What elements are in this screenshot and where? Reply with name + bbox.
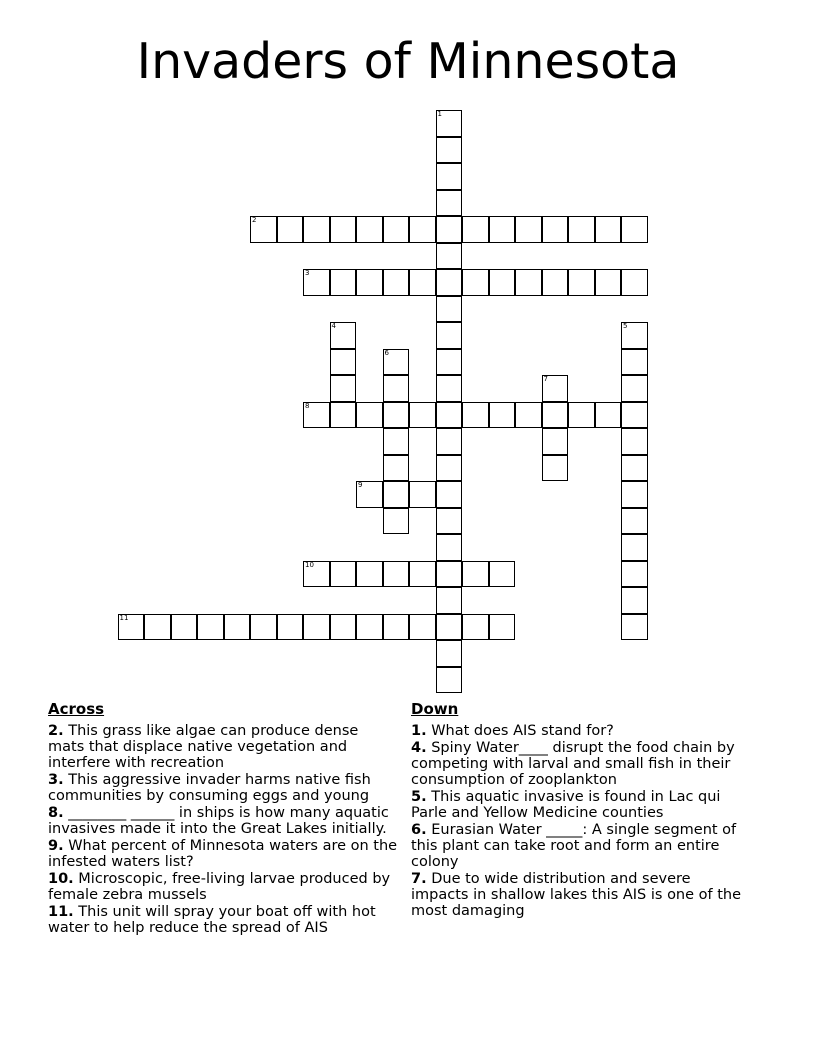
grid-cell[interactable] xyxy=(436,561,463,588)
grid-cell[interactable] xyxy=(356,402,383,429)
clue-number: 4. xyxy=(411,740,427,756)
grid-cell[interactable] xyxy=(436,481,463,508)
grid-cell[interactable] xyxy=(595,269,622,296)
grid-cell[interactable] xyxy=(436,375,463,402)
clue-number: 6. xyxy=(411,822,427,838)
grid-cell[interactable] xyxy=(621,508,648,535)
grid-cell[interactable] xyxy=(224,614,251,641)
down-clue-6 xyxy=(411,822,751,870)
across-clue-9 xyxy=(48,838,398,870)
grid-cell[interactable] xyxy=(489,561,516,588)
grid-cell[interactable] xyxy=(383,614,410,641)
grid-cell[interactable] xyxy=(542,455,569,482)
grid-cell[interactable] xyxy=(409,216,436,243)
grid-cell[interactable] xyxy=(621,561,648,588)
grid-cell[interactable] xyxy=(568,216,595,243)
grid-cell[interactable] xyxy=(436,428,463,455)
grid-cell[interactable] xyxy=(515,216,542,243)
grid-cell[interactable] xyxy=(303,614,330,641)
grid-cell[interactable] xyxy=(568,402,595,429)
grid-cell[interactable] xyxy=(250,614,277,641)
grid-cell[interactable] xyxy=(436,216,463,243)
grid-cell[interactable] xyxy=(409,481,436,508)
clue-start-number: 10 xyxy=(305,560,314,569)
grid-cell[interactable] xyxy=(462,216,489,243)
grid-cell[interactable] xyxy=(542,216,569,243)
grid-cell[interactable] xyxy=(277,216,304,243)
grid-cell[interactable] xyxy=(462,614,489,641)
clue-text: Microscopic, free-living larvae produced by female zebra mussels xyxy=(48,871,391,903)
across-clue-2 xyxy=(48,723,398,771)
grid-cell[interactable] xyxy=(436,190,463,217)
grid-cell[interactable] xyxy=(330,375,357,402)
grid-cell[interactable] xyxy=(436,137,463,164)
clue-text: What does AIS stand for? xyxy=(431,723,614,739)
clue-number: 8. xyxy=(48,805,64,821)
grid-cell[interactable] xyxy=(277,614,304,641)
grid-cell[interactable] xyxy=(356,614,383,641)
across-clue-3 xyxy=(48,772,398,804)
grid-cell[interactable] xyxy=(409,614,436,641)
grid-cell[interactable] xyxy=(436,296,463,323)
clue-start-number: 6 xyxy=(384,348,389,357)
clue-text: This unit will spray your boat off with hot water to help reduce the spread of AIS xyxy=(48,904,376,936)
clue-number: 11. xyxy=(48,904,74,920)
across-clues xyxy=(48,700,398,937)
grid-cell[interactable] xyxy=(595,402,622,429)
clue-text: This aquatic invasive is found in Lac qui Parle and Yellow Medicine counties xyxy=(411,789,721,821)
across-clue-8 xyxy=(48,805,398,837)
grid-cell[interactable] xyxy=(356,561,383,588)
grid-cell[interactable] xyxy=(621,481,648,508)
grid-cell[interactable] xyxy=(436,243,463,270)
down-clue-7 xyxy=(411,871,751,919)
grid-cell[interactable] xyxy=(489,216,516,243)
grid-cell[interactable] xyxy=(489,402,516,429)
clue-start-number: 4 xyxy=(331,322,336,330)
grid-cell[interactable] xyxy=(171,614,198,641)
grid-cell[interactable] xyxy=(436,402,463,429)
clue-start-number: 3 xyxy=(305,269,310,277)
grid-cell[interactable] xyxy=(621,375,648,402)
grid-cell[interactable] xyxy=(409,269,436,296)
puzzle-title: Invaders of Minnesota xyxy=(136,33,680,90)
grid-cell[interactable] xyxy=(356,481,383,508)
grid-cell[interactable] xyxy=(621,322,648,349)
grid-cell[interactable] xyxy=(621,587,648,614)
grid-cell[interactable] xyxy=(542,375,569,402)
grid-cell[interactable] xyxy=(621,216,648,243)
grid-cell[interactable] xyxy=(250,216,277,243)
across-clue-11 xyxy=(48,904,398,936)
down-clue-1 xyxy=(411,723,751,739)
grid-cell[interactable] xyxy=(489,269,516,296)
grid-cell[interactable] xyxy=(515,269,542,296)
grid-cell[interactable] xyxy=(621,269,648,296)
grid-cell[interactable] xyxy=(197,614,224,641)
clue-number: 9. xyxy=(48,838,64,854)
grid-cell[interactable] xyxy=(542,269,569,296)
grid-cell[interactable] xyxy=(118,614,145,641)
grid-cell[interactable] xyxy=(621,614,648,641)
grid-cell[interactable] xyxy=(621,402,648,429)
grid-cell[interactable] xyxy=(595,216,622,243)
grid-cell[interactable] xyxy=(144,614,171,641)
grid-cell[interactable] xyxy=(436,534,463,561)
grid-cell[interactable] xyxy=(436,322,463,349)
down-heading: Down xyxy=(411,700,459,718)
grid-cell[interactable] xyxy=(436,587,463,614)
grid-cell[interactable] xyxy=(436,110,463,137)
grid-cell[interactable] xyxy=(383,216,410,243)
grid-cell[interactable] xyxy=(621,534,648,561)
grid-cell[interactable] xyxy=(462,402,489,429)
clue-text: This aggressive invader harms native fish communities by consuming eggs and young xyxy=(48,772,371,804)
grid-cell[interactable] xyxy=(383,375,410,402)
grid-cell[interactable] xyxy=(409,402,436,429)
clue-number: 3. xyxy=(48,772,64,788)
clue-start-number: 11 xyxy=(119,613,129,622)
grid-cell[interactable] xyxy=(330,322,357,349)
grid-cell[interactable] xyxy=(330,216,357,243)
grid-cell[interactable] xyxy=(621,455,648,482)
clue-number: 2. xyxy=(48,723,64,739)
grid-cell[interactable] xyxy=(542,402,569,429)
clue-text: Spiny Water____ disrupt the food chain by competing with larval and small fish in their consumption of zooplankton xyxy=(411,740,735,788)
grid-cell[interactable] xyxy=(462,269,489,296)
grid-cell[interactable] xyxy=(383,428,410,455)
grid-cell[interactable] xyxy=(436,667,463,694)
grid-cell[interactable] xyxy=(409,561,436,588)
grid-cell[interactable] xyxy=(383,402,410,429)
grid-cell[interactable] xyxy=(303,402,330,429)
grid-cell[interactable] xyxy=(330,614,357,641)
grid-cell[interactable] xyxy=(383,481,410,508)
clue-number: 7. xyxy=(411,871,427,887)
grid-cell[interactable] xyxy=(330,269,357,296)
clue-start-number: 5 xyxy=(623,322,628,330)
grid-cell[interactable] xyxy=(330,561,357,588)
clue-start-number: 7 xyxy=(543,375,548,383)
down-clues xyxy=(411,700,751,920)
grid-cell[interactable] xyxy=(436,508,463,535)
grid-cell[interactable] xyxy=(383,561,410,588)
clue-number: 10. xyxy=(48,871,74,887)
grid-cell[interactable] xyxy=(542,428,569,455)
grid-cell[interactable] xyxy=(383,349,410,376)
grid-cell[interactable] xyxy=(436,614,463,641)
grid-cell[interactable] xyxy=(436,455,463,482)
grid-cell[interactable] xyxy=(303,561,330,588)
clue-text: Due to wide distribution and severe impacts in shallow lakes this AIS is one of the most damaging xyxy=(411,871,742,919)
down-clue-4 xyxy=(411,740,751,788)
grid-cell[interactable] xyxy=(436,640,463,667)
grid-cell[interactable] xyxy=(515,402,542,429)
grid-cell[interactable] xyxy=(436,269,463,296)
grid-cell[interactable] xyxy=(330,349,357,376)
grid-cell[interactable] xyxy=(621,349,648,376)
clue-start-number: 9 xyxy=(358,481,363,489)
across-heading: Across xyxy=(48,700,105,718)
grid-cell[interactable] xyxy=(383,455,410,482)
clue-text: What percent of Minnesota waters are on the infested waters list? xyxy=(48,838,398,870)
grid-cell[interactable] xyxy=(436,349,463,376)
across-clue-10 xyxy=(48,871,398,903)
grid-cell[interactable] xyxy=(489,614,516,641)
grid-cell[interactable] xyxy=(383,508,410,535)
grid-cell[interactable] xyxy=(303,216,330,243)
grid-cell[interactable] xyxy=(621,428,648,455)
clue-number: 5. xyxy=(411,789,427,805)
clue-text: ________ ______ in ships is how many aquatic invasives made it into the Great Lakes initially. xyxy=(48,805,389,837)
grid-cell[interactable] xyxy=(436,163,463,190)
grid-cell[interactable] xyxy=(383,269,410,296)
clue-start-number: 2 xyxy=(252,216,257,224)
clue-start-number: 8 xyxy=(305,401,310,410)
grid-cell[interactable] xyxy=(462,561,489,588)
down-clue-5 xyxy=(411,789,751,821)
clue-text: Eurasian Water _____: A single segment of this plant can take root and form an entire colony xyxy=(411,822,737,870)
grid-cell[interactable] xyxy=(356,216,383,243)
clue-start-number: 1 xyxy=(437,110,442,118)
grid-cell[interactable] xyxy=(356,269,383,296)
clue-text: This grass like algae can produce dense mats that displace native vegetation and interfere with recreation xyxy=(48,723,359,771)
clue-number: 1. xyxy=(411,723,427,739)
grid-cell[interactable] xyxy=(568,269,595,296)
grid-cell[interactable] xyxy=(303,269,330,296)
grid-cell[interactable] xyxy=(330,402,357,429)
